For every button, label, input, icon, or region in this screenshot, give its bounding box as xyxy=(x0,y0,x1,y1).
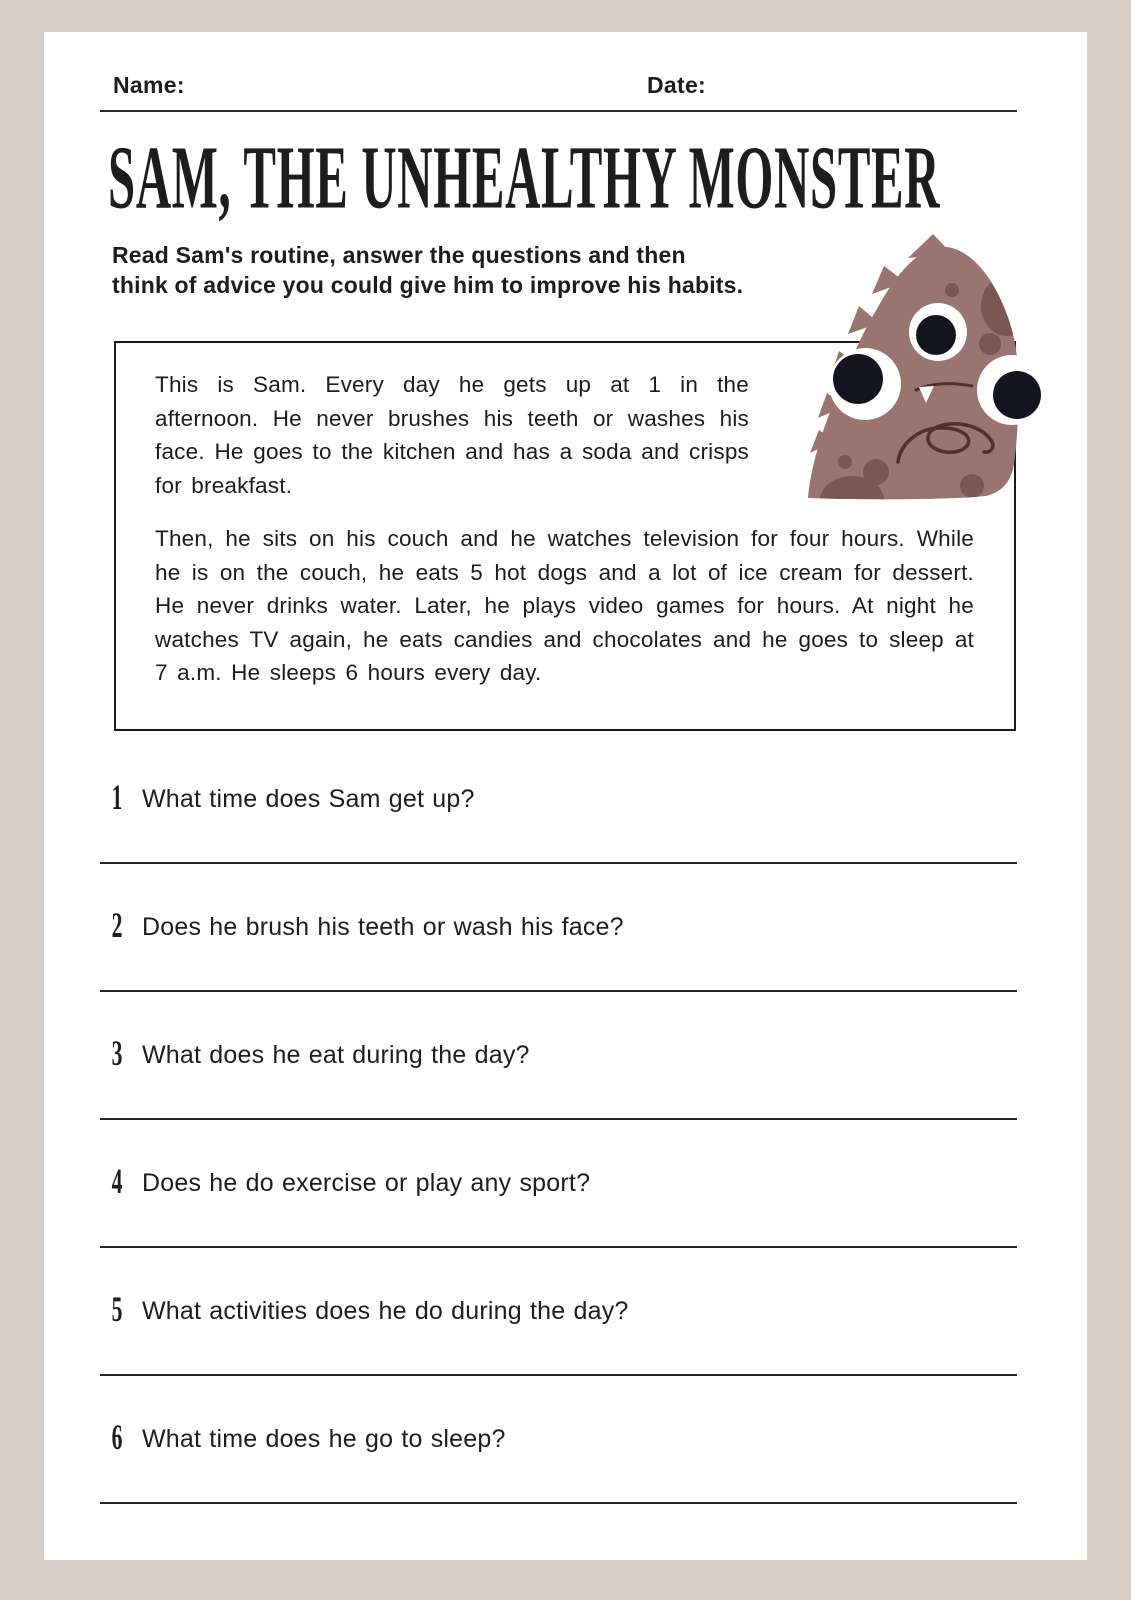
page-title-text: SAM, THE UNHEALTHY MONSTER xyxy=(108,128,941,229)
date-label: Date: xyxy=(647,72,707,98)
question-number: 6 xyxy=(111,1416,123,1457)
name-label: Name: xyxy=(113,72,185,98)
worksheet-page xyxy=(44,32,1087,1560)
monster-right-pupil xyxy=(993,371,1041,419)
answer-line-4[interactable] xyxy=(100,1246,1017,1248)
question-number: 1 xyxy=(111,776,123,817)
monster-icon xyxy=(800,232,1055,500)
question-block-4 xyxy=(108,1160,1017,1248)
question-text: What activities does he do during the day? xyxy=(142,1297,629,1325)
question-block-6 xyxy=(108,1416,1017,1504)
question-text: Does he brush his teeth or wash his face? xyxy=(142,913,624,941)
question-block-3 xyxy=(108,1032,1017,1120)
question-text: What time does he go to sleep? xyxy=(142,1425,506,1453)
monster-left-pupil xyxy=(833,354,883,404)
question-text: Does he do exercise or play any sport? xyxy=(142,1169,591,1197)
question-text: What does he eat during the day? xyxy=(142,1041,530,1069)
question-block-1 xyxy=(108,776,1017,864)
worksheet-header xyxy=(113,72,1017,102)
instructions-line-2: think of advice you could give him to improve his habits. xyxy=(112,272,744,298)
answer-line-6[interactable] xyxy=(100,1502,1017,1504)
question-number: 4 xyxy=(111,1160,123,1201)
monster-middle-pupil xyxy=(916,315,956,355)
answer-line-1[interactable] xyxy=(100,862,1017,864)
page-title xyxy=(108,128,1017,229)
worksheet-content xyxy=(44,32,1087,1560)
question-block-5 xyxy=(108,1288,1017,1376)
question-block-2 xyxy=(108,904,1017,992)
question-number: 3 xyxy=(111,1032,123,1073)
name-date-write-line[interactable] xyxy=(100,110,1017,112)
answer-line-5[interactable] xyxy=(100,1374,1017,1376)
answer-line-3[interactable] xyxy=(100,1118,1017,1120)
question-number: 5 xyxy=(111,1288,123,1329)
question-number: 2 xyxy=(111,904,123,945)
instructions-line-1: Read Sam's routine, answer the questions and then xyxy=(112,242,686,268)
passage-paragraph-2: Then, he sits on his couch and he watches television for four hours. While he is on the couch, he eats 5 hot dogs and a lot of ice cream for dessert. He never drinks water. Later, he plays video games for hours. At night he watches TV again, he eats candies and chocolates and he goes to sleep at 7 a.m. He sleeps 6 hours every day. xyxy=(155,526,974,685)
question-text: What time does Sam get up? xyxy=(142,785,475,813)
answer-line-2[interactable] xyxy=(100,990,1017,992)
passage-paragraph-1: This is Sam. Every day he gets up at 1 in the afternoon. He never brushes his teeth or washes his face. He goes to the kitchen and has a soda and crisps for breakfast. xyxy=(155,372,749,498)
